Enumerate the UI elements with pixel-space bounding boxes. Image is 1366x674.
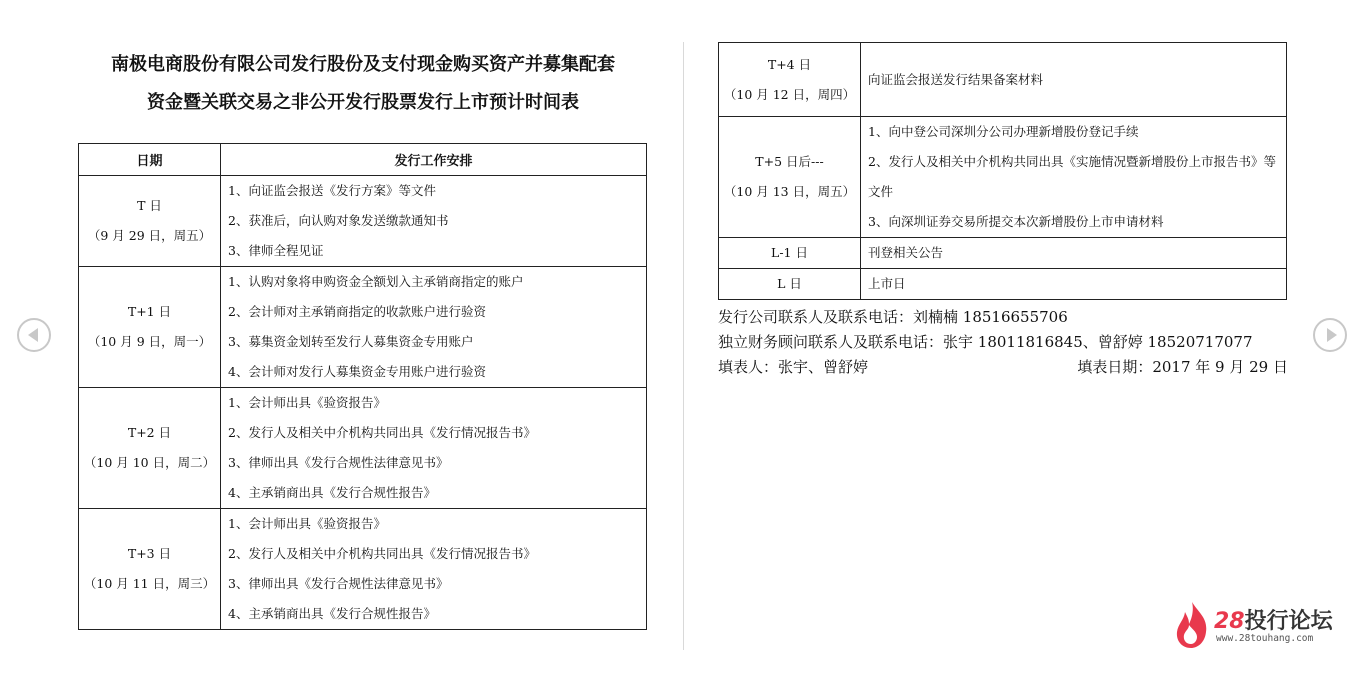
- task-item: 1、向证监会报送《发行方案》等文件: [228, 183, 436, 198]
- table-row: [719, 117, 1287, 238]
- day-label: T 日: [137, 198, 162, 213]
- task-item: 1、会计师出具《验资报告》: [228, 395, 386, 410]
- task-item: 2、会计师对主承销商指定的收款账户进行验资: [228, 304, 486, 319]
- task-item: 上市日: [868, 276, 906, 291]
- task-item: 1、认购对象将申购资金全额划入主承销商指定的账户: [228, 274, 524, 289]
- schedule-table-left: [78, 143, 647, 630]
- task-item: 1、向中登公司深圳分公司办理新增股份登记手续: [868, 124, 1139, 139]
- task-item: 3、律师全程见证: [228, 243, 324, 258]
- advisor-contact: 独立财务顾问联系人及联系电话：张宇 18011816845、曾舒婷 18520717077: [718, 333, 1253, 351]
- header-date: 日期: [79, 144, 221, 176]
- date-cell: [79, 388, 221, 509]
- filled-by: 填表人：张宇、曾舒婷: [718, 358, 869, 376]
- table-row: [79, 509, 647, 630]
- date-label: （10 月 13 日，周五）: [723, 184, 856, 199]
- task-item: 3、向深圳证券交易所提交本次新增股份上市申请材料: [868, 214, 1164, 229]
- task-item: 4、主承销商出具《发行合规性报告》: [228, 485, 436, 500]
- date-label: （10 月 10 日，周二）: [83, 455, 216, 470]
- date-cell: L 日: [719, 269, 861, 300]
- table-row: [719, 43, 1287, 117]
- date-cell: [719, 43, 861, 117]
- date-cell: [79, 267, 221, 388]
- header-tasks: 发行工作安排: [221, 144, 647, 176]
- task-item: 3、募集资金划转至发行人募集资金专用账户: [228, 334, 474, 349]
- tasks-cell: [861, 238, 1287, 269]
- table-row: [719, 238, 1287, 269]
- tasks-cell: [221, 388, 647, 509]
- day-label: T+3 日: [127, 546, 172, 561]
- fill-info-row: [718, 355, 1288, 380]
- day-label: T+1 日: [127, 304, 172, 319]
- fill-date: 填表日期：2017 年 9 月 29 日: [1077, 358, 1288, 376]
- schedule-table-right: [718, 42, 1287, 300]
- date-label: （10 月 12 日，周四）: [723, 86, 856, 102]
- day-label: T+4 日: [767, 56, 812, 72]
- task-item: 2、发行人及相关中介机构共同出具《实施情况暨新增股份上市报告书》等文件: [868, 154, 1276, 199]
- next-page-button[interactable]: [1313, 318, 1347, 352]
- date-cell: [79, 176, 221, 267]
- task-item: 4、主承销商出具《发行合规性报告》: [228, 606, 436, 621]
- tasks-cell: [221, 176, 647, 267]
- day-label: T+5 日后---: [755, 154, 824, 169]
- date-label: （9 月 29 日，周五）: [87, 228, 212, 243]
- task-item: 3、律师出具《发行合规性法律意见书》: [228, 576, 449, 591]
- task-item: 2、发行人及相关中介机构共同出具《发行情况报告书》: [228, 546, 536, 561]
- tasks-cell: [861, 43, 1287, 117]
- logo-name: 投行论坛: [1244, 609, 1333, 634]
- tasks-cell: [861, 117, 1287, 238]
- task-item: 4、会计师对发行人募集资金专用账户进行验资: [228, 364, 486, 379]
- logo-url: www.28touhang.com: [1216, 633, 1314, 644]
- chevron-left-icon: [19, 320, 49, 350]
- issuer-contact: 发行公司联系人及联系电话：刘楠楠 18516655706: [718, 308, 1068, 326]
- tasks-cell: [221, 267, 647, 388]
- document-title: [78, 46, 648, 122]
- table-row: [79, 176, 647, 267]
- title-line-1: 南极电商股份有限公司发行股份及支付现金购买资产并募集配套: [111, 54, 615, 75]
- task-item: 2、发行人及相关中介机构共同出具《发行情况报告书》: [228, 425, 536, 440]
- date-cell: [79, 509, 221, 630]
- tasks-cell: [221, 509, 647, 630]
- page-divider: [683, 42, 684, 650]
- task-item: 刊登相关公告: [868, 245, 944, 260]
- day-label: T+2 日: [127, 425, 172, 440]
- tasks-cell: [861, 269, 1287, 300]
- task-item: 1、会计师出具《验资报告》: [228, 516, 386, 531]
- site-logo[interactable]: [1172, 600, 1342, 650]
- logo-number: 28: [1214, 609, 1245, 634]
- date-label: （10 月 9 日，周一）: [87, 334, 212, 349]
- task-item: 3、律师出具《发行合规性法律意见书》: [228, 455, 449, 470]
- table-row: [79, 267, 647, 388]
- date-cell: [719, 117, 861, 238]
- table-header-row: [79, 144, 647, 176]
- contact-footer: [718, 305, 1288, 380]
- date-cell: L-1 日: [719, 238, 861, 269]
- table-row: [719, 269, 1287, 300]
- chevron-right-icon: [1315, 320, 1345, 350]
- date-label: （10 月 11 日，周三）: [83, 576, 216, 591]
- task-item: 向证监会报送发行结果备案材料: [868, 71, 1044, 87]
- flame-icon: [1172, 600, 1212, 650]
- table-row: [79, 388, 647, 509]
- prev-page-button[interactable]: [17, 318, 51, 352]
- task-item: 2、获准后，向认购对象发送缴款通知书: [228, 213, 449, 228]
- title-line-2: 资金暨关联交易之非公开发行股票发行上市预计时间表: [147, 92, 579, 113]
